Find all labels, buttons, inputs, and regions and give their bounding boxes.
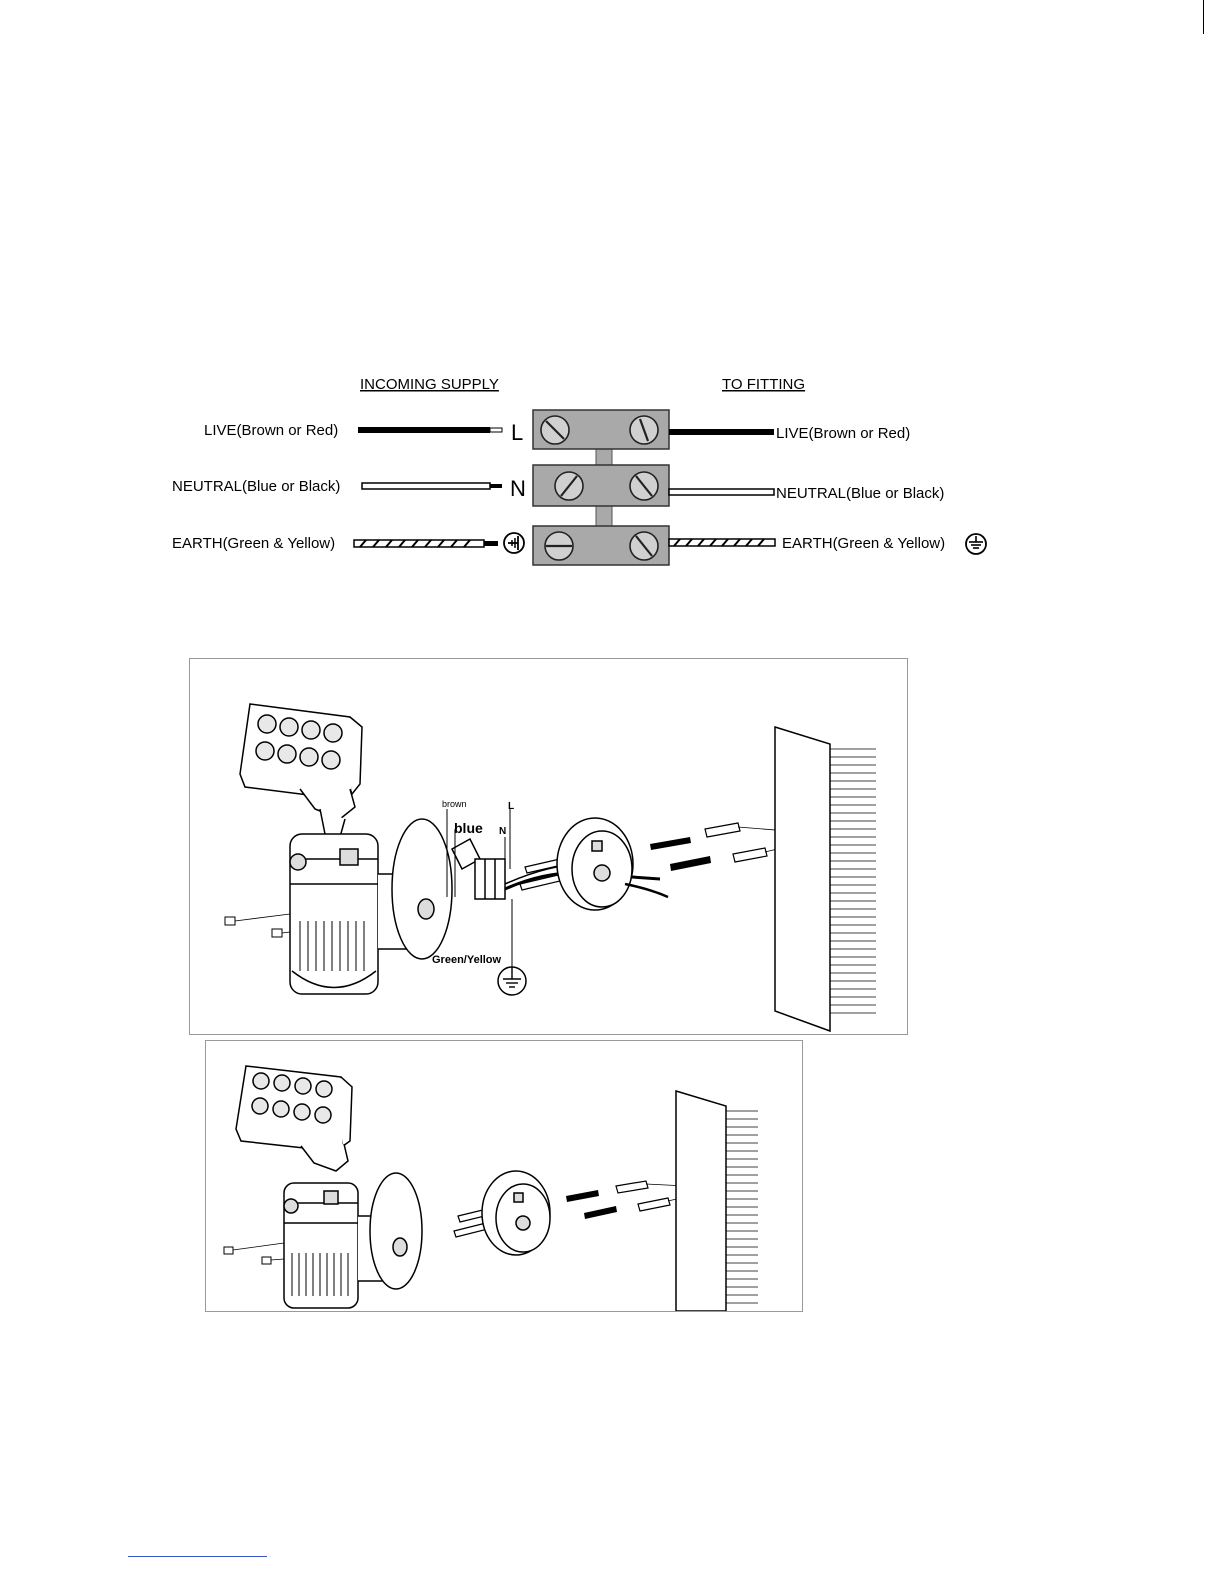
outgoing-earth-symbol-icon <box>966 534 986 554</box>
incoming-live-wire <box>358 427 502 433</box>
installation-figure-mounting <box>205 1040 803 1312</box>
incoming-earth-wire <box>354 540 498 547</box>
page-edge-line <box>1203 0 1204 34</box>
wiring-diagram-svg <box>170 370 1000 570</box>
wire-label-brown: brown <box>442 799 467 809</box>
left-label-live: LIVE(Brown or Red) <box>204 422 339 439</box>
floodlight-icon <box>236 1066 422 1308</box>
right-label-live: LIVE(Brown or Red) <box>776 425 911 442</box>
outgoing-neutral-wire <box>669 489 774 495</box>
terminal-block <box>533 410 669 565</box>
mounting-plate-icon <box>482 1171 550 1255</box>
installation-figure-wiring-svg <box>190 659 907 1034</box>
left-label-neutral: NEUTRAL(Blue or Black) <box>172 478 341 495</box>
wall-icon <box>676 1091 758 1311</box>
outgoing-live-wire <box>669 429 774 435</box>
earth-symbol-icon <box>498 967 526 995</box>
wire-label-live: L <box>508 801 515 812</box>
installation-figure-wiring <box>189 658 908 1035</box>
left-label-earth: EARTH(Green & Yellow) <box>172 535 336 552</box>
floodlight-icon <box>240 704 452 994</box>
incoming-earth-symbol-icon <box>504 533 524 553</box>
right-label-neutral: NEUTRAL(Blue or Black) <box>776 485 945 502</box>
junction-box-icon <box>452 839 505 899</box>
incoming-supply-header: INCOMING SUPPLY <box>360 376 499 393</box>
wire-label-neutral: N <box>499 826 507 837</box>
wire-label-earth: Green/Yellow <box>432 954 502 966</box>
installation-figure-mounting-svg <box>206 1041 802 1311</box>
mounting-plate-icon <box>557 818 633 910</box>
wiring-diagram <box>170 370 1000 570</box>
right-label-earth: EARTH(Green & Yellow) <box>782 535 946 552</box>
to-fitting-header: TO FITTING <box>722 376 806 393</box>
wall-icon <box>775 727 876 1031</box>
incoming-neutral-wire <box>362 483 502 489</box>
footnote-rule <box>128 1556 267 1557</box>
wire-label-blue: blue <box>454 820 483 836</box>
terminal-live-letter: L <box>511 420 524 445</box>
terminal-neutral-letter: N <box>510 476 526 501</box>
outgoing-earth-wire <box>669 539 775 546</box>
